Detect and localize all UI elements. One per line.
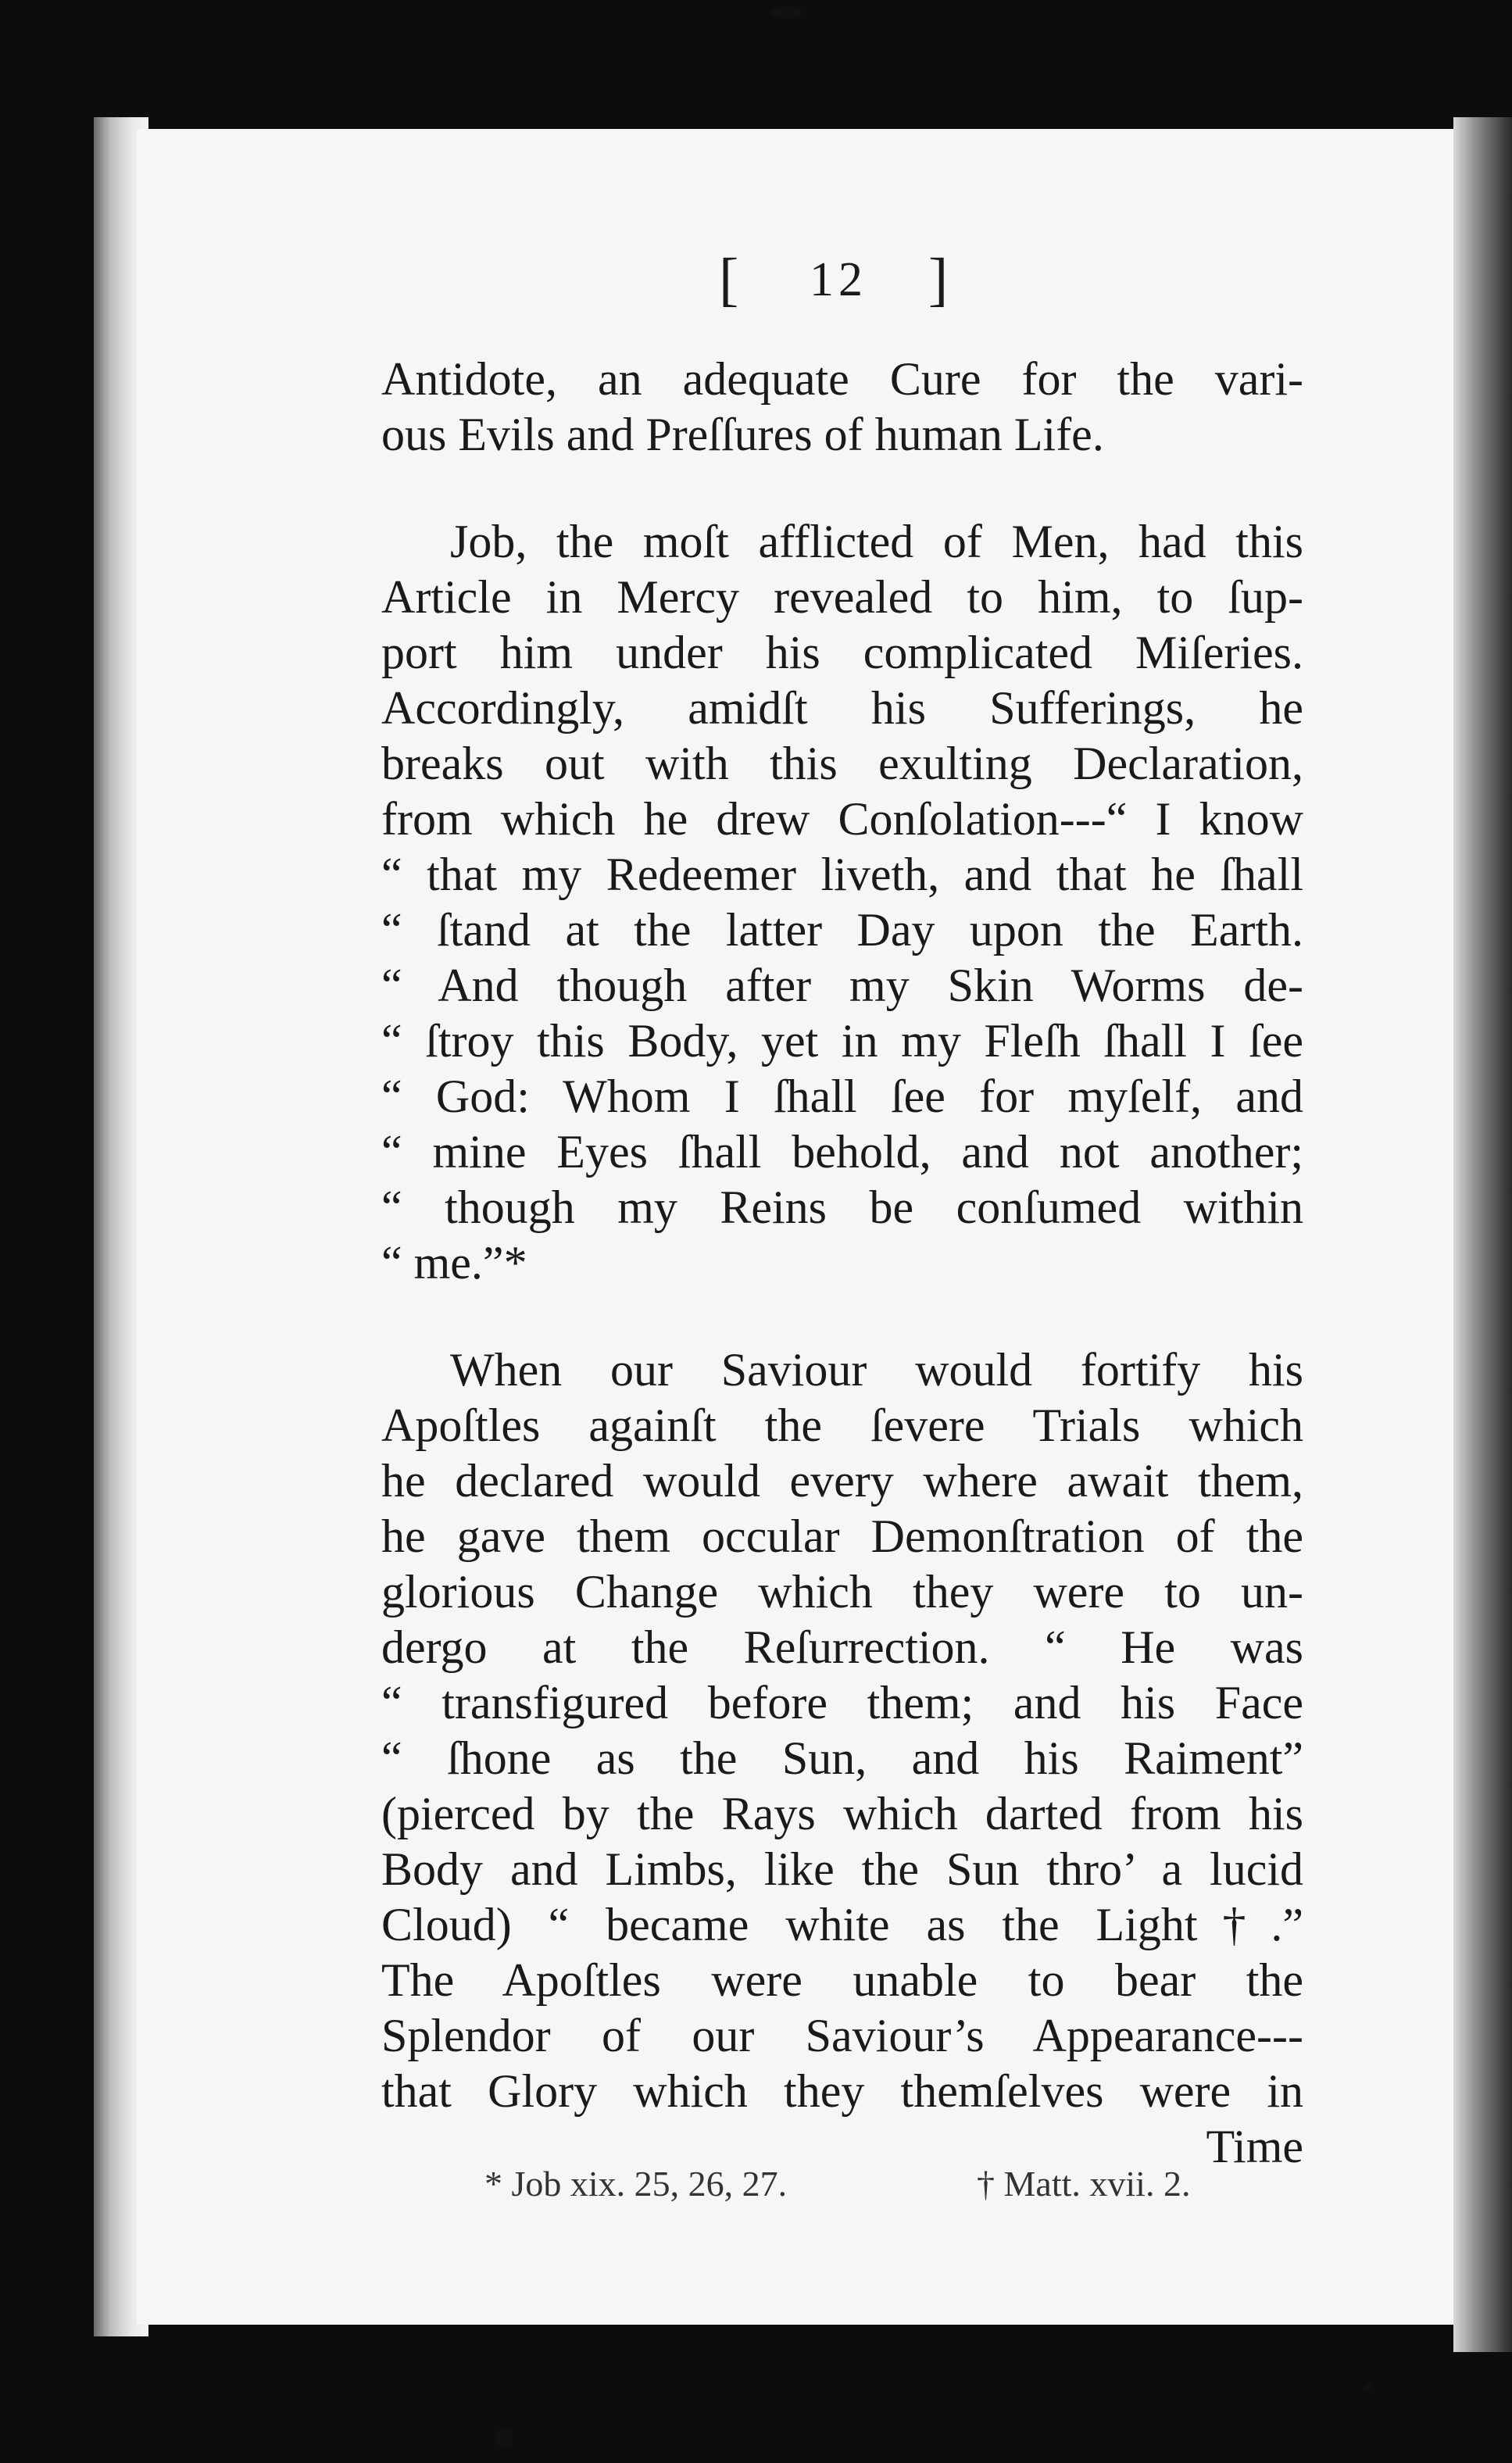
- text-line: Body and Limbs, like the Sun thro’ a lucid: [381, 1843, 1303, 1895]
- text-line: Splendor of our Saviour’s Appearance---: [381, 2010, 1303, 2061]
- text-line: breaks out with this exulting Declaration,: [381, 738, 1303, 789]
- paragraph: [381, 1342, 1303, 2119]
- text-line: “ transfigured before them; and his Face: [381, 1677, 1303, 1728]
- text-line: When our Saviour would fortify his: [450, 1344, 1303, 1396]
- text-line: he declared would every where await them,: [381, 1455, 1303, 1507]
- text-line: “ ſhone as the Sun, and his Raiment”: [381, 1732, 1303, 1784]
- text-line: “ mine Eyes ſhall behold, and not another;: [381, 1126, 1303, 1178]
- text-line: Job, the moſt afflicted of Men, had this: [450, 516, 1303, 567]
- text-line: that Glory which they themſelves were in: [381, 2065, 1303, 2117]
- text-line: “ ſtroy this Body, yet in my Fleſh ſhall I ſee: [381, 1015, 1303, 1067]
- text-line: “ And though after my Skin Worms de-: [381, 960, 1303, 1011]
- header-bracket-left: [: [719, 247, 739, 313]
- text-line: Article in Mercy revealed to him, to ſup-: [381, 571, 1303, 623]
- footnote-matthew: † Matt. xvii. 2.: [977, 2164, 1191, 2204]
- text-line: “ God: Whom I ſhall ſee for myſelf, and: [381, 1071, 1303, 1122]
- paragraph: [381, 514, 1303, 1291]
- text-line: port him under his complicated Miſeries.: [381, 627, 1303, 678]
- text-line: Cloud) “ became white as the Light†.”: [381, 1899, 1303, 1950]
- text-line: (pierced by the Rays which darted from his: [381, 1788, 1303, 1839]
- text-line: Apoſtles againſt the ſevere Trials which: [381, 1400, 1303, 1451]
- text-line: from which he drew Conſolation---“ I know: [381, 793, 1303, 845]
- text-line: glorious Change which they were to un-: [381, 1566, 1303, 1618]
- scan-speck: [1364, 2383, 1371, 2391]
- text-line: “ though my Reins be conſumed within: [381, 1181, 1303, 1233]
- text-line: ous Evils and Preſſures of human Life.: [381, 409, 1104, 460]
- header-bracket-right: ]: [928, 247, 949, 313]
- text-line: dergo at the Reſurrection. “ He was: [381, 1621, 1303, 1673]
- catchword: Time: [1206, 2121, 1303, 2172]
- scan-speck: [495, 2429, 513, 2447]
- page-edge-right: [1453, 117, 1512, 2352]
- footnotes: [484, 2157, 1266, 2211]
- paragraph: [381, 352, 1303, 463]
- text-line: “ that my Redeemer liveth, and that he ſhall: [381, 849, 1303, 900]
- footnote-job: * Job xix. 25, 26, 27.: [484, 2164, 788, 2204]
- scan-speck: [770, 6, 802, 19]
- text-line: “ me.”*: [381, 1237, 527, 1289]
- text-line: “ ſtand at the latter Day upon the Earth.: [381, 904, 1303, 956]
- text-line: he gave them occular Demonſtration of the: [381, 1510, 1303, 1562]
- text-line: The Apoſtles were unable to bear the: [381, 1954, 1303, 2006]
- page-number: 12: [810, 253, 867, 306]
- text-line: Antidote, an adequate Cure for the vari-: [381, 353, 1303, 405]
- body-text: [381, 352, 1303, 2175]
- text-line: Accordingly, amidſt his Sufferings, he: [381, 682, 1303, 734]
- page-header: [381, 246, 1303, 332]
